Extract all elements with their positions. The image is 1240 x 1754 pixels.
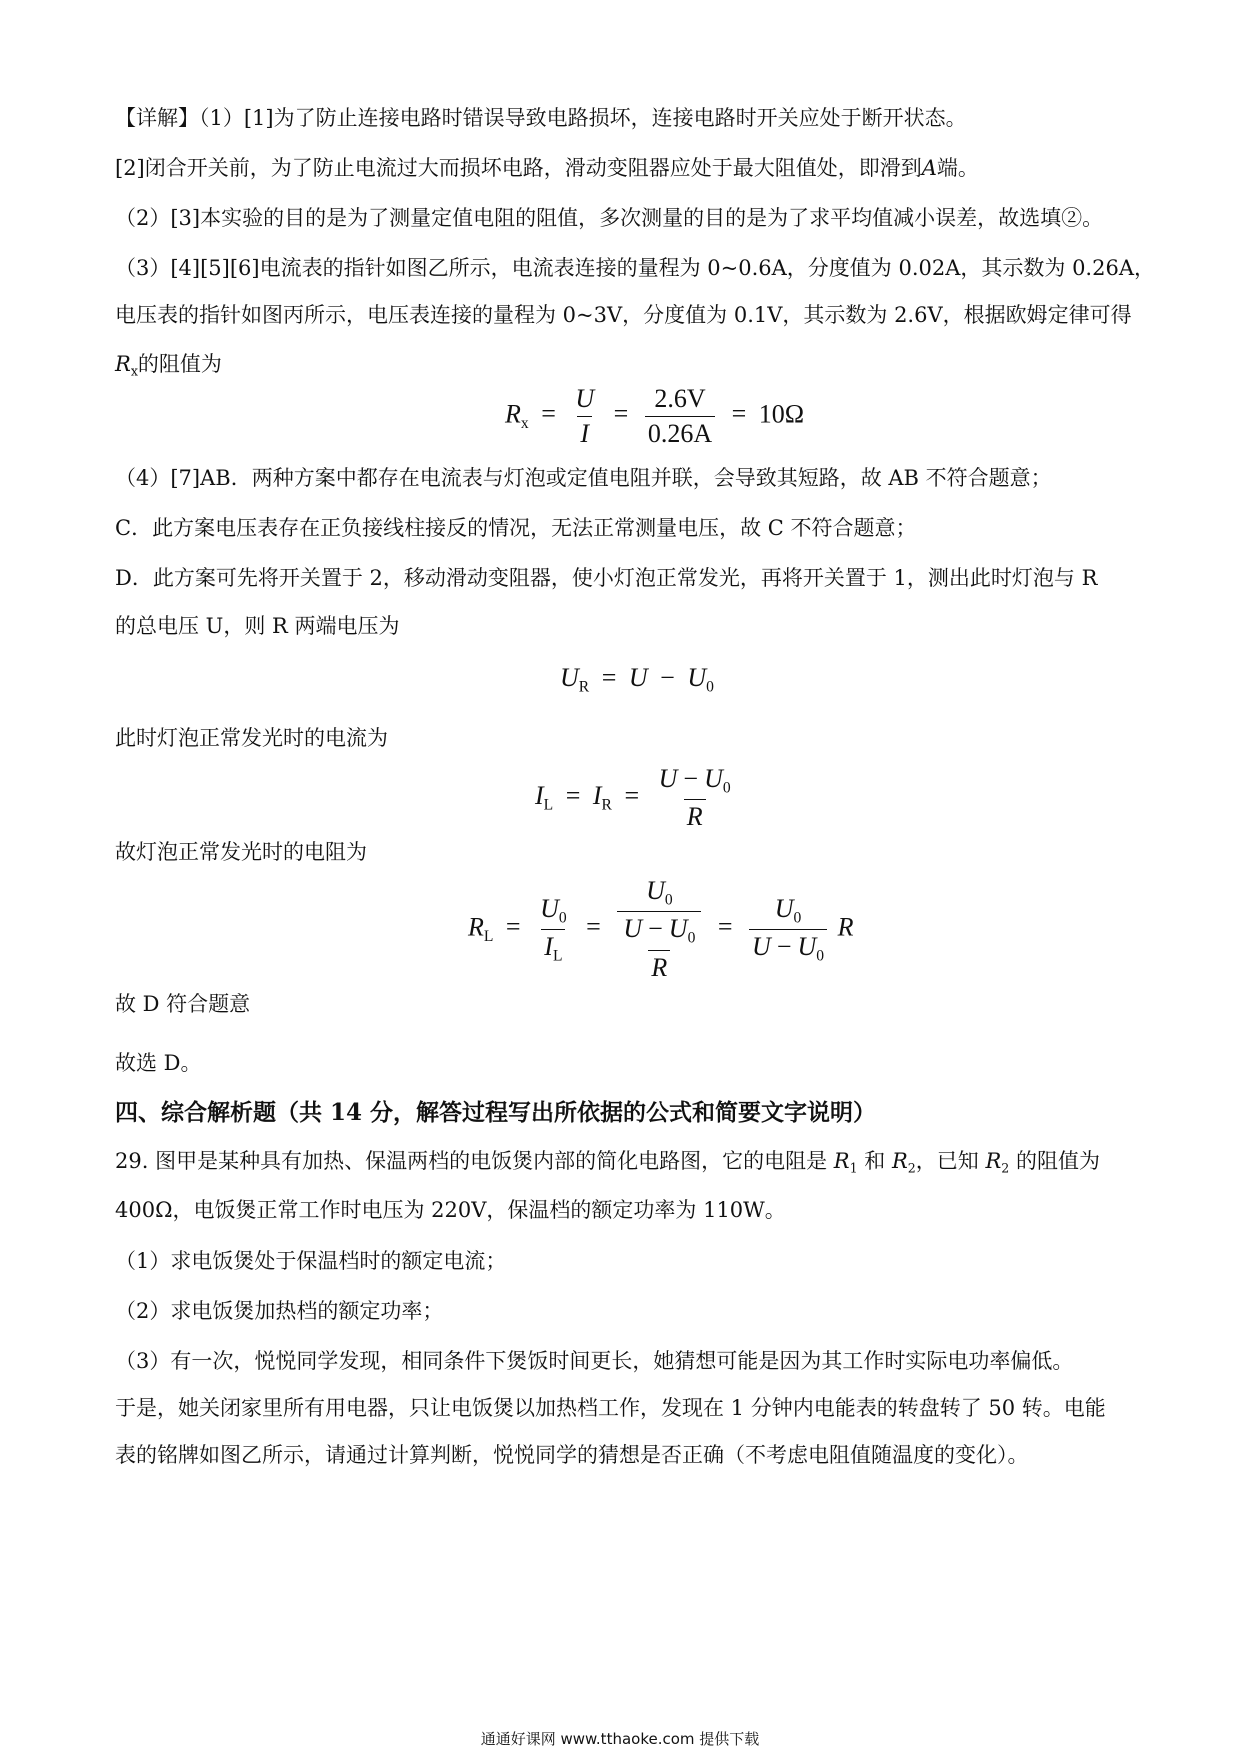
q29-r2-sub: 2 [907, 1160, 916, 1176]
eq4-f3-num [772, 894, 805, 929]
question-29-line-1 [115, 1147, 1100, 1182]
eq3-num-u0: U [704, 764, 723, 793]
eq3-il: I [535, 781, 544, 811]
eq1-lhs-sub: x [520, 414, 529, 432]
eq4-nested-u0-sub: 0 [687, 929, 696, 947]
q29-text-c: ，已知 [915, 1149, 986, 1173]
paragraph-1: 【详解】（1）[1]为了防止连接电路时错误导致电路损坏，连接电路时开关应处于断开状态。 [115, 106, 967, 130]
question-29-part-3b: 于是，她关闭家里所有用电器，只让电饭煲以加热档工作，发现在 1 分钟内电能表的转盘转了 50 转。电能 [115, 1396, 1106, 1420]
paragraph-9: D．此方案可先将开关置于 2，移动滑动变阻器，使小灯泡正常发光，再将开关置于 1，测出此时灯泡与 R [115, 566, 1098, 590]
eq4-f3-u0-sub: 0 [793, 908, 802, 926]
eq1-equals-1: = [541, 399, 556, 429]
eq1-equals-3: = [731, 399, 747, 429]
eq4-f1-den [541, 929, 565, 965]
eq4-fraction-3 [749, 894, 827, 966]
eq4-f3-u: U [752, 931, 771, 961]
eq1-num-value: 2.6V [654, 384, 706, 413]
eq4-equals-3: = [717, 912, 733, 942]
eq4-nested-u: U [623, 914, 643, 944]
paragraph-11: 此时灯泡正常发光时的电流为 [115, 726, 388, 750]
paragraph-6-text: 的阻值为 [137, 352, 222, 376]
q29-r2-again-sub: 2 [1001, 1160, 1010, 1176]
paragraph-7: （4）[7]AB．两种方案中都存在电流表与灯泡或定值电阻并联，会导致其短路，故 AB 不符合题意； [115, 466, 1052, 490]
eq3-num-u0-sub: 0 [722, 779, 731, 797]
eq4-f2-u0-sub: 0 [664, 891, 673, 909]
paragraph-5: 电压表的指针如图丙所示，电压表连接的量程为 0~3V，分度值为 0.1V，其示数为 2.6V，根据欧姆定律可得 [115, 303, 1132, 327]
eq4-f1-u0-sub: 0 [558, 908, 567, 926]
paragraph-6 [115, 350, 222, 385]
eq2-u0: U [687, 663, 707, 692]
eq4-f2-den [617, 911, 701, 982]
paragraph-2 [115, 154, 979, 182]
eq3-den-r: R [684, 799, 706, 832]
eq4-f2-u0: U [646, 876, 665, 905]
eq4-f3-den [749, 929, 827, 965]
equation-rx [505, 384, 804, 449]
terminal-a: A [921, 156, 937, 180]
eq1-den-value: 0.26A [645, 416, 715, 449]
footer-credit: 通通好课网 www.tthaoke.com 提供下载 [480, 1730, 760, 1748]
eq1-fraction-values [645, 384, 715, 449]
q29-r2: R [891, 1149, 908, 1173]
eq1-result: 10Ω [758, 399, 805, 429]
eq4-fraction-1 [537, 894, 570, 966]
eq1-equals-2: = [613, 399, 629, 429]
eq4-equals-1: = [505, 912, 521, 942]
paragraph-4: （3）[4][5][6]电流表的指针如图乙所示，电流表连接的量程为 0~0.6A，分度值为 0.02A，其示数为 0.26A， [115, 256, 1155, 280]
q29-text-d: 的阻值为 [1009, 1149, 1100, 1173]
q29-text-b: 和 [857, 1149, 892, 1173]
question-29-part-1: （1）求电饭煲处于保温档时的额定电流； [115, 1249, 507, 1273]
eq1-lhs: R [505, 399, 521, 429]
eq4-r: R [837, 912, 854, 942]
question-29-line-2: 400Ω，电饭煲正常工作时电压为 220V，保温档的额定功率为 110W。 [115, 1198, 786, 1222]
q29-text-a: 29. 图甲是某种具有加热、保温两档的电饭煲内部的简化电路图，它的电阻是 [115, 1149, 834, 1173]
equation-il [535, 764, 738, 832]
paragraph-13: 故 D 符合题意 [115, 992, 251, 1016]
rx-subscript: x [130, 363, 138, 379]
eq2-minus: − [660, 663, 675, 692]
eq4-nested-u0: U [668, 914, 688, 944]
eq4-nested-r: R [648, 950, 670, 983]
eq4-rl: R [468, 912, 484, 942]
eq2-lhs: U [560, 663, 579, 692]
eq2-lhs-sub: R [578, 678, 590, 696]
eq4-f1-num [537, 894, 570, 929]
eq4-nested-num [620, 914, 698, 949]
eq3-num-u: U [658, 764, 678, 793]
eq3-equals-2: = [624, 781, 640, 811]
question-29-part-3a: （3）有一次，悦悦同学发现，相同条件下煲饭时间更长，她猜想可能是因为其工作时实际电功率偏低。 [115, 1349, 1074, 1373]
eq4-f3-den-u0: U [797, 931, 817, 961]
eq3-fraction [656, 764, 734, 832]
eq1-den-i: I [577, 416, 592, 449]
section-heading: 四、综合解析题（共 14 分，解答过程写出所依据的公式和简要文字说明） [115, 1099, 877, 1126]
eq3-ir: I [592, 781, 602, 811]
paragraph-10: 的总电压 U，则 R 两端电压为 [115, 614, 400, 638]
eq3-ir-sub: R [601, 796, 612, 814]
eq1-num-u: U [575, 384, 595, 413]
eq4-nested-minus: − [648, 914, 663, 944]
eq4-rl-sub: L [483, 927, 494, 945]
eq1-fraction-ui [572, 384, 597, 449]
eq3-minus: − [683, 764, 699, 793]
paragraph-8: C．此方案电压表存在正负接线柱接反的情况，无法正常测量电压，故 C 不符合题意； [115, 516, 917, 540]
eq3-equals-1: = [565, 781, 581, 811]
rx-variable: R [115, 352, 131, 376]
eq4-f3-u0: U [774, 893, 794, 923]
paragraph-14: 故选 D。 [115, 1051, 202, 1075]
eq2-equals: = [601, 663, 617, 692]
eq4-f1-il-sub: L [552, 947, 563, 965]
paragraph-12: 故灯泡正常发光时的电阻为 [115, 840, 367, 864]
equation-ur [560, 663, 714, 696]
eq4-f3-minus: − [776, 931, 792, 961]
eq3-il-sub: L [543, 796, 554, 814]
eq4-f1-il: I [544, 931, 553, 961]
eq4-f2-num [643, 876, 676, 911]
q29-r1: R [833, 1149, 850, 1173]
paragraph-3: （2）[3]本实验的目的是为了测量定值电阻的阻值，多次测量的目的是为了求平均值减小误差，故选填②。 [115, 206, 1104, 230]
eq4-equals-2: = [586, 912, 601, 942]
paragraph-2-text: [2]闭合开关前，为了防止电流过大而损坏电路，滑动变阻器应处于最大阻值处，即滑到 [115, 156, 922, 180]
eq3-numerator [656, 764, 734, 799]
question-29-part-3c: 表的铭牌如图乙所示，请通过计算判断，悦悦同学的猜想是否正确（不考虑电阻值随温度的变化）。 [115, 1443, 1029, 1467]
equation-rl [468, 876, 853, 983]
question-29-part-2: （2）求电饭煲加热档的额定功率； [115, 1299, 444, 1323]
eq4-nested-fraction [620, 914, 698, 982]
eq4-f1-u0: U [540, 893, 559, 923]
eq2-u: U [628, 663, 648, 692]
eq4-f3-den-u0-sub: 0 [816, 947, 825, 965]
eq2-u0-sub: 0 [706, 678, 714, 696]
eq4-fraction-2 [617, 876, 701, 983]
q29-r1-sub: 1 [849, 1160, 858, 1176]
paragraph-2-end: 端。 [936, 156, 979, 180]
q29-r2-again: R [985, 1149, 1002, 1173]
